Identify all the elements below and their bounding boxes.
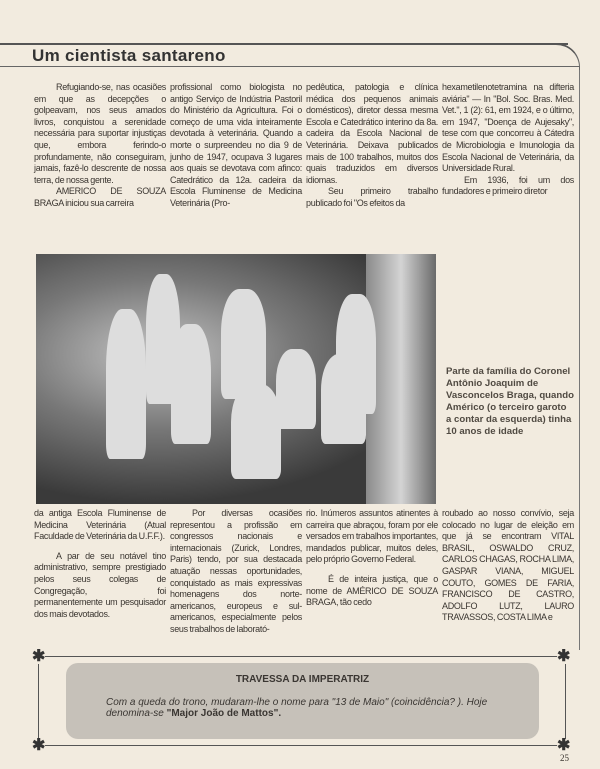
- paragraph: da antiga Escola Fluminense de Medicina Veterinária (Atual Faculdade de Veterinária da U.F.F.).: [34, 508, 166, 542]
- text-column-6: [170, 508, 302, 636]
- asterisk-ornament-icon: ✱: [32, 737, 46, 754]
- text-column-3: [306, 82, 438, 210]
- asterisk-ornament-icon: ✱: [32, 648, 46, 665]
- asterisk-ornament-icon: ✱: [557, 737, 571, 754]
- photo-figure: [336, 294, 376, 414]
- sidebar-text-bold: "Major João de Mattos".: [166, 708, 282, 719]
- paragraph: Refugiando-se, nas ocasiões em que as decepções o golpeavam, nos seus amados livros, conquistou a serenidade necessária para suportar injustiças que, embora ferindo-o profundamente, não conseguiram, jamais, fazê-lo descrente de nossa terra, de nossa gente.: [34, 82, 166, 185]
- photo-caption: Parte da família do Coronel Antônio Joaquim de Vasconcelos Braga, quando Américo (o terceiro garoto a contar da esquerda) tinha 10 anos de idade: [446, 366, 574, 437]
- text-column-2: [170, 82, 302, 210]
- text-column-4: [442, 82, 574, 198]
- text-column-7: [306, 508, 438, 609]
- photo-porch-column: [366, 254, 436, 504]
- sidebar-text-body: Com a queda do trono, mudaram-lhe o nome para "13 de Maio" (coincidência? ). Hoje denomina-se: [106, 697, 488, 719]
- paragraph: A par de seu notável tino administrativo, sempre prestigiado pelos seus colegas de Congregação, foi permanentemente um pesquisador dos mais devotados.: [34, 550, 166, 619]
- page-title: Um cientista santareno: [32, 46, 226, 65]
- photo-figure: [106, 309, 146, 459]
- text-column-1: [34, 82, 166, 210]
- photo-figure: [276, 349, 316, 429]
- asterisk-ornament-icon: ✱: [557, 648, 571, 665]
- photo-figure: [231, 384, 281, 479]
- paragraph: AMERICO DE SOUZA BRAGA iniciou sua carreira: [34, 186, 166, 208]
- right-column-rule: [579, 70, 580, 650]
- paragraph: hexametilenotetramina na difteria aviária" — In "Bol. Soc. Bras. Med. Vet.", 1 (2): 61, em 1924, e o último, em 1947, "Doença de Aujesaky", tese com que concorreu à Cátedra de Microbiologia e Imunologia da Escola Nacional de Veterinária, da Universidade Rural.: [442, 82, 574, 174]
- header-corner-ornament: [540, 43, 580, 83]
- text-column-5: [34, 508, 166, 620]
- paragraph: Por diversas ocasiões representou a profissão em congressos nacionais e internacionais (Zurick, Londres, Paris) tendo, por sua destacada atuação nessas oportunidades, conquistado as mais expressivas homenagens dos norte-americanos, europeus e sul-americanos, especialmente pelos seus trabalhos de laborató-: [170, 508, 302, 634]
- page-number: 25: [560, 753, 569, 763]
- header-rule: [0, 43, 568, 45]
- paragraph: rio. Inúmeros assuntos atinentes à carreira que abraçou, foram por ele versados em trabalhos importantes, mandados publicar, muitos deles, pelo próprio Governo Federal.: [306, 508, 438, 565]
- sidebar-text: [106, 697, 516, 719]
- photo-figure: [171, 324, 211, 444]
- sidebar-title: TRAVESSA DA IMPERATRIZ: [235, 674, 370, 685]
- text-column-8: [442, 508, 574, 624]
- paragraph: Seu primeiro trabalho publicado foi "Os efeitos da: [306, 186, 438, 208]
- sidebar-panel: [66, 663, 539, 739]
- paragraph: Em 1936, foi um dos fundadores e primeiro diretor: [442, 174, 574, 197]
- paragraph: pedêutica, patologia e clínica médica dos pequenos animais domésticos), diretor dessa mesma Escola e Catedrático interino da 8a. cadeira da Escola Nacional de Veterinária. Deixava publicados mais de 100 trabalhos, muitos dos quais traduzidos em diversos idiomas.: [306, 82, 438, 185]
- paragraph: roubado ao nosso convívio, seja colocado no lugar de eleição em que já se encontram VITAL BRASIL, OSWALDO CRUZ, CARLOS CHAGAS, ROCHA LIMA, GASPAR VIANA, MIGUEL COUTO, GOMES DE FARIA, FRANCISCO DE CASTRO, ADOLFO LUTZ, LAURO TRAVASSOS, COSTA LIMA e: [442, 508, 574, 623]
- family-photo: [36, 254, 436, 504]
- photo-figure: [221, 289, 266, 399]
- paragraph: É de inteira justiça, que o nome de AMÉRICO DE SOUZA BRAGA, tão cedo: [306, 573, 438, 608]
- paragraph: profissional como biologista no antigo Serviço de Indústria Pastoril do Ministério da Agricultura. Foi o começo de uma vida inteiramente devotada à veterinária. Quando a morte o surpreendeu no dia 9 de junho de 1947, ocupava 3 lugares aos quais se devotava com afinco: Catedrático da 12a. cadeira da Escola Fluminense de Medicina Veterinária (Pro-: [170, 82, 302, 208]
- header-underline: [0, 66, 580, 67]
